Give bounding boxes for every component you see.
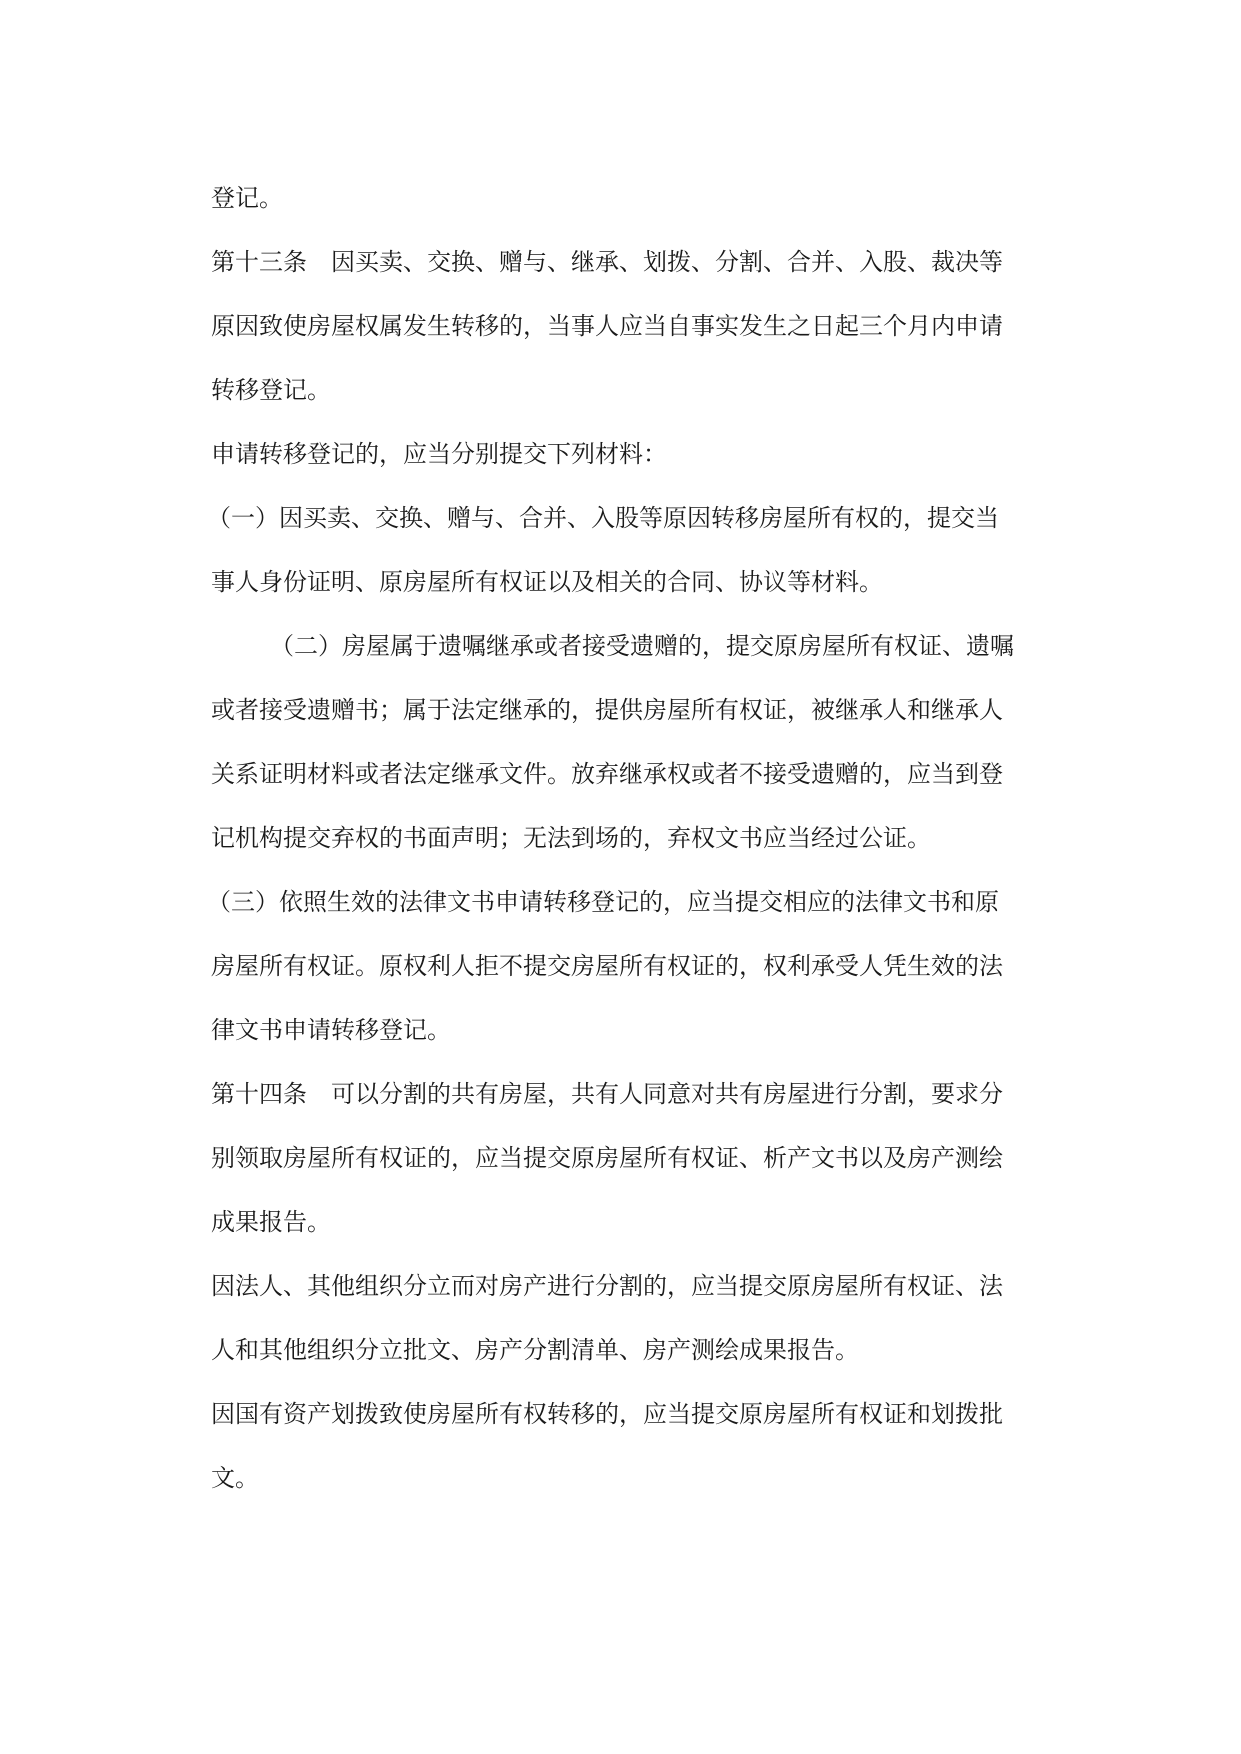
text-line: 转移登记。 (211, 376, 331, 404)
text-line: 别领取房屋所有权证的，应当提交原房屋所有权证、析产文书以及房产测绘 (211, 1144, 1003, 1172)
text-line: 第十三条 因买卖、交换、赠与、继承、划拨、分割、合并、入股、裁决等 (211, 248, 1003, 276)
text-line: 因国有资产划拨致使房屋所有权转移的，应当提交原房屋所有权证和划拨批 (211, 1400, 1003, 1428)
text-line: （二）房屋属于遗嘱继承或者接受遗赠的，提交原房屋所有权证、遗嘱 (270, 632, 1014, 660)
text-line: 文。 (211, 1464, 259, 1492)
text-line: 成果报告。 (211, 1208, 331, 1236)
text-line: 因法人、其他组织分立而对房产进行分割的，应当提交原房屋所有权证、法 (211, 1272, 1003, 1300)
text-line: 记机构提交弃权的书面声明；无法到场的，弃权文书应当经过公证。 (211, 824, 931, 852)
text-line: 房屋所有权证。原权利人拒不提交房屋所有权证的，权利承受人凭生效的法 (211, 952, 1003, 980)
text-line: 关系证明材料或者法定继承文件。放弃继承权或者不接受遗赠的，应当到登 (211, 760, 1003, 788)
text-line: （三）依照生效的法律文书申请转移登记的，应当提交相应的法律文书和原 (207, 888, 999, 916)
text-line: 登记。 (211, 184, 283, 212)
text-line: 或者接受遗赠书；属于法定继承的，提供房屋所有权证，被继承人和继承人 (211, 696, 1003, 724)
text-line: 申请转移登记的，应当分别提交下列材料： (211, 440, 667, 468)
text-line: 律文书申请转移登记。 (211, 1016, 451, 1044)
text-line: 人和其他组织分立批文、房产分割清单、房产测绘成果报告。 (211, 1336, 859, 1364)
text-line: 第十四条 可以分割的共有房屋，共有人同意对共有房屋进行分割，要求分 (211, 1080, 1003, 1108)
text-line: 事人身份证明、原房屋所有权证以及相关的合同、协议等材料。 (211, 568, 883, 596)
text-line: （一）因买卖、交换、赠与、合并、入股等原因转移房屋所有权的，提交当 (207, 504, 999, 532)
text-line: 原因致使房屋权属发生转移的，当事人应当自事实发生之日起三个月内申请 (211, 312, 1003, 340)
